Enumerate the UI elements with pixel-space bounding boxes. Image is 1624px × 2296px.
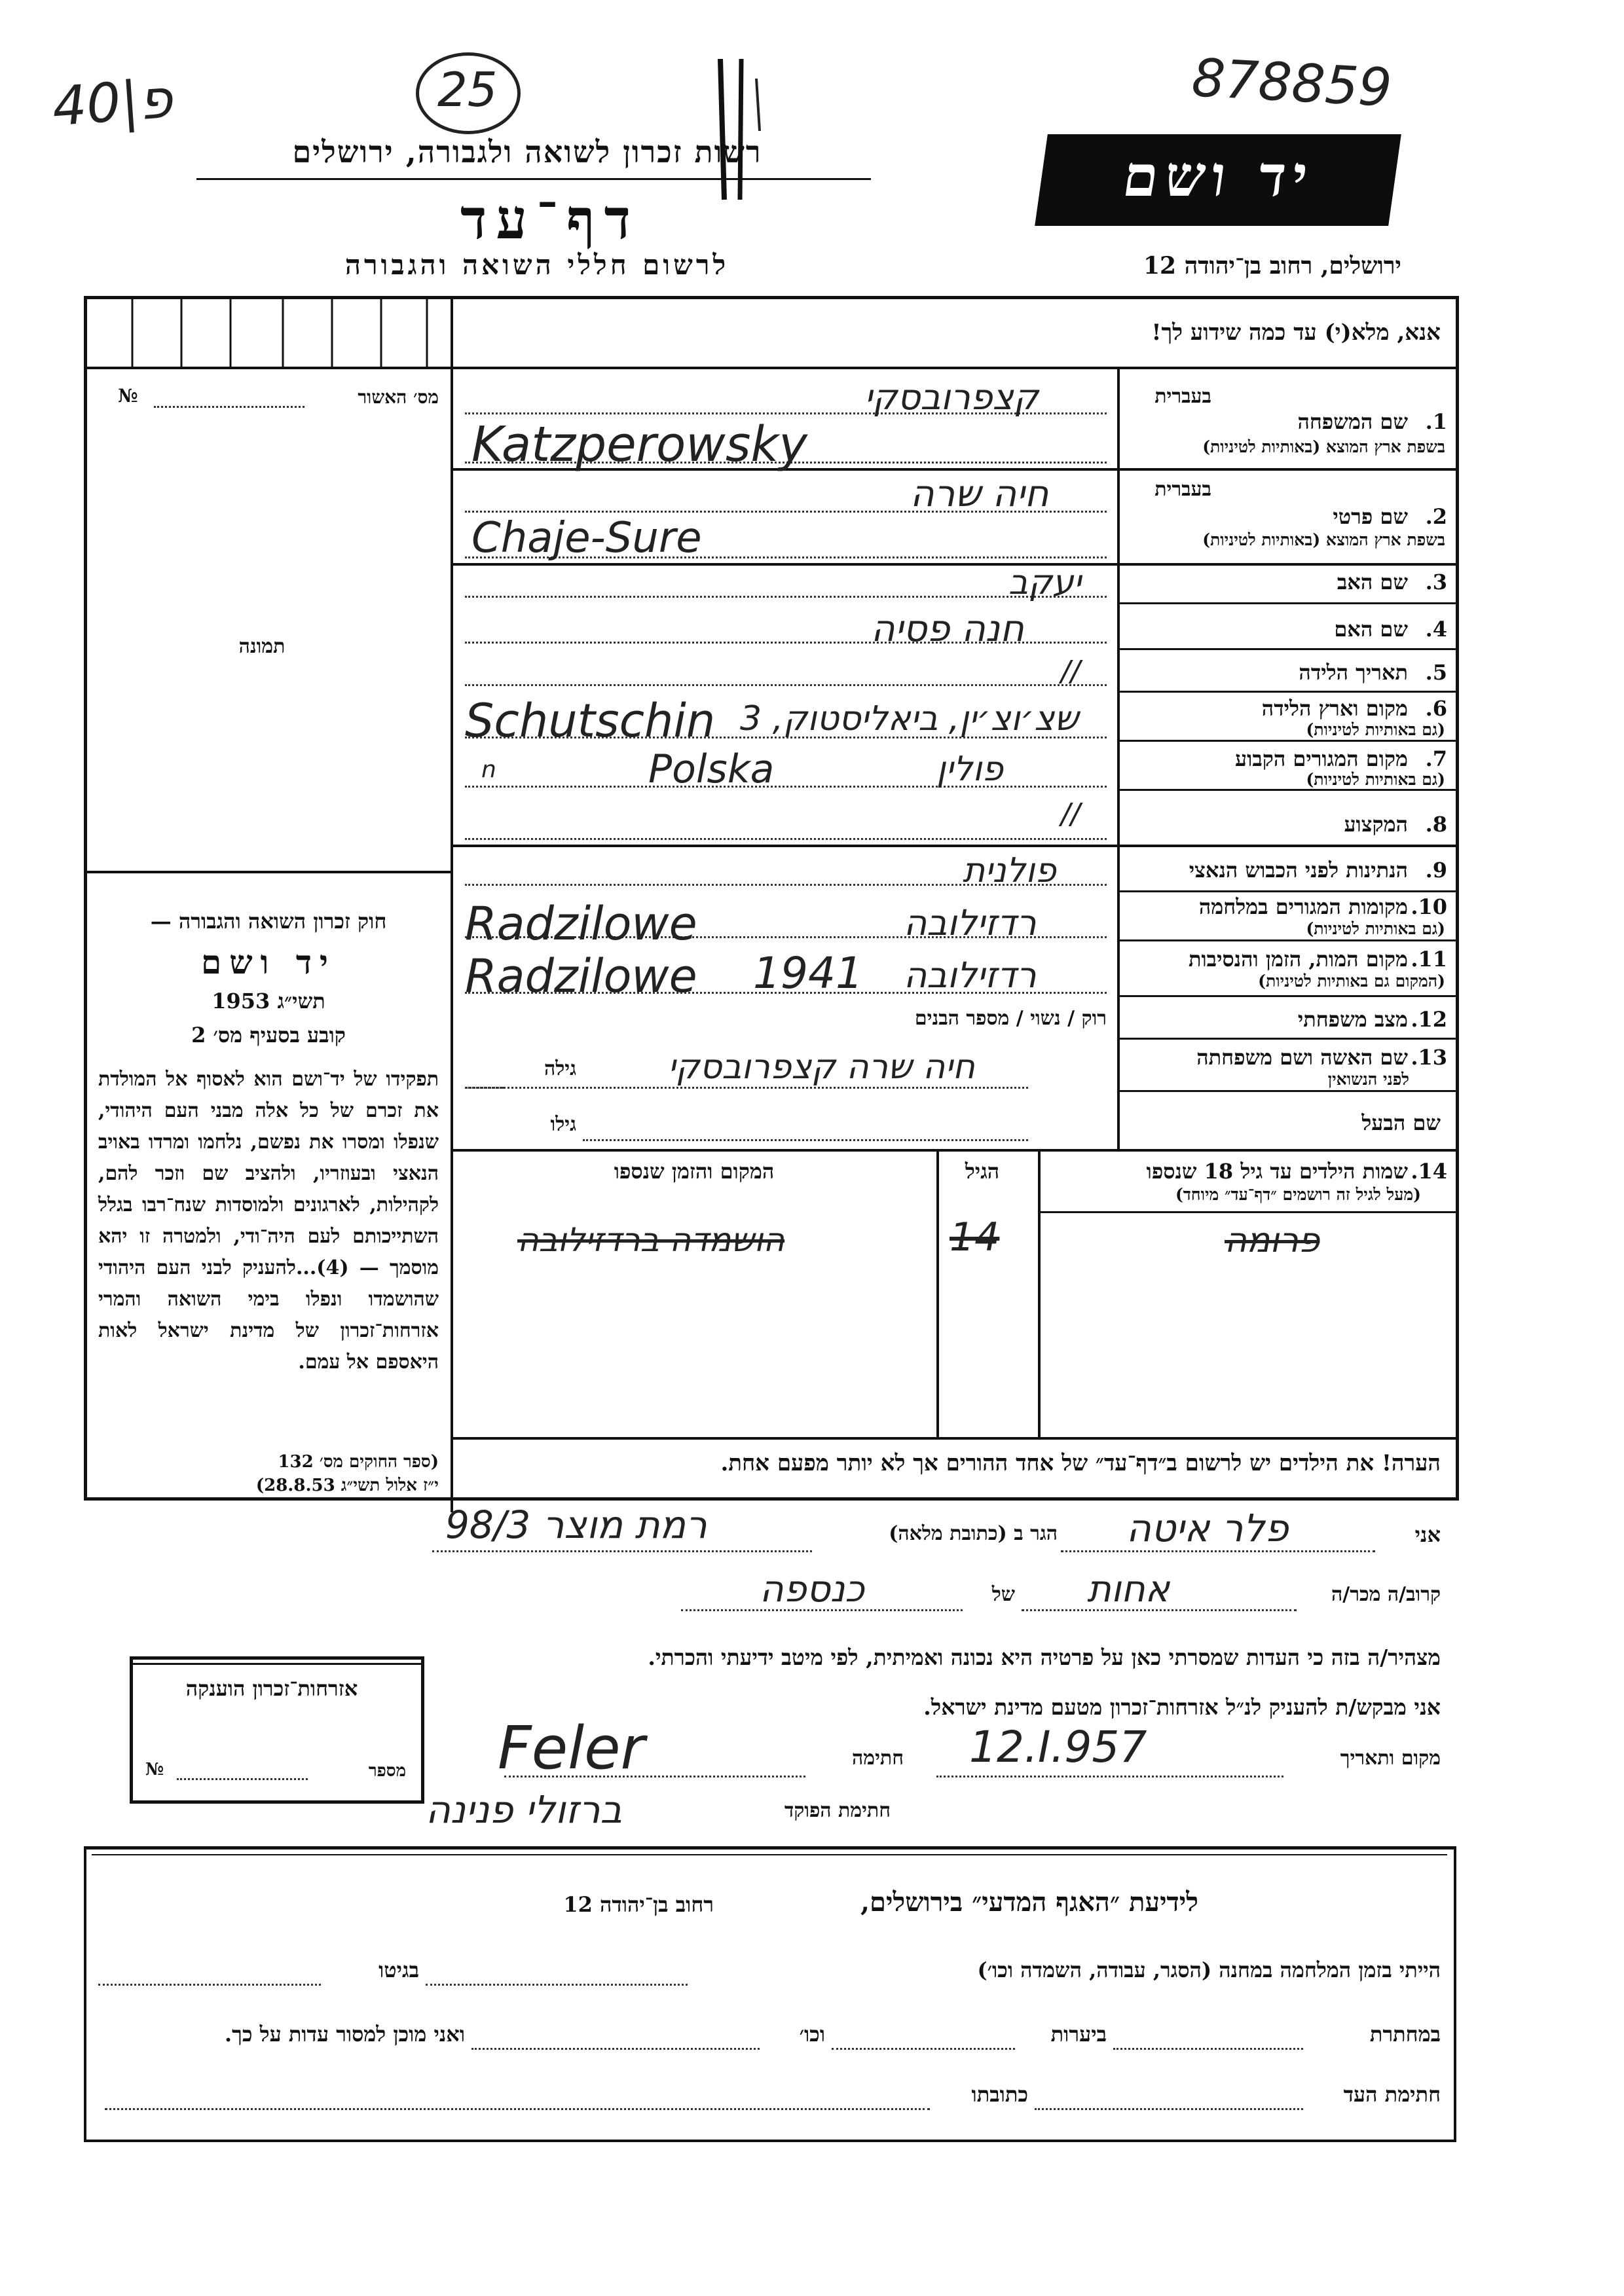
org-name: רשות זכרון לשואה ולגבורה, ירושלים <box>292 134 762 170</box>
circled-number: 25 <box>416 52 521 134</box>
row5-label: תאריך הלידה <box>1299 660 1408 685</box>
witness-signature-field[interactable] <box>1035 2108 1303 2110</box>
marital-status-options: רוק / נשוי / מספר הבנים <box>914 1007 1107 1030</box>
scratch-marks <box>694 59 773 203</box>
footer-camp-line: הייתי בזמן המלחמה במחנה (הסגר, עבודה, השמדה וכו׳) <box>977 1958 1441 1982</box>
row13-num: 13. <box>1411 1045 1447 1070</box>
photo-label: תמונה <box>238 635 286 658</box>
of-value: כנספה <box>760 1568 864 1611</box>
approval-number-field[interactable] <box>154 406 304 408</box>
place-date-label: מקום ותאריך <box>1340 1747 1441 1770</box>
row10-num: 10. <box>1411 894 1447 919</box>
ghetto-field[interactable] <box>98 1984 321 1986</box>
birthdate-value: // <box>1061 655 1080 688</box>
wife-age-label: גילה <box>544 1057 576 1080</box>
row6-num: 6. <box>1425 696 1447 721</box>
resident-label: הגר ב (כתובת מלאה) <box>889 1522 1058 1545</box>
intro-divider <box>452 367 1456 369</box>
death-place-latin: Radzilowe <box>465 949 697 1003</box>
row6-label: מקום וארץ הלידה <box>1261 696 1408 721</box>
law-name: יד ושם <box>201 943 336 981</box>
row5-num: 5. <box>1425 660 1447 685</box>
in-hebrew-label-1: בעברית <box>1154 385 1211 408</box>
profession-value: // <box>1061 797 1080 831</box>
in-hebrew-label-2: בעברית <box>1154 478 1211 501</box>
row4-num: 4. <box>1425 617 1447 642</box>
form-intro: אנא, מלא(י) עד כמה שידוע לך! <box>1151 319 1441 346</box>
row-line-6 <box>1117 740 1456 742</box>
children-num: 14. <box>1411 1159 1447 1184</box>
field-line-wife[interactable] <box>465 1087 1028 1089</box>
children-label: שמות הילדים עד גיל 18 שנספו <box>1146 1159 1408 1184</box>
mother-name: חנה פסיה <box>871 608 1024 650</box>
row3-label: שם האב <box>1337 570 1408 594</box>
declaration-request: אני מבקש/ת להעניק לנ״ל אזרחות־זכרון מטעם מדינת ישראל. <box>923 1694 1441 1720</box>
row-line-14 <box>1117 1090 1456 1092</box>
declarant-name: פלר איטה <box>1126 1506 1289 1550</box>
residence-latin: Polska <box>648 746 775 792</box>
war-residence-value: רדזילובה <box>904 902 1037 943</box>
row9-num: 9. <box>1425 858 1447 883</box>
footer-heading: לידיעת ״האגף המדעי״ בירושלים, <box>860 1887 1198 1918</box>
wife-age-field[interactable] <box>465 1087 504 1089</box>
form-subtitle: לרשום חללי השואה והגבורה <box>344 249 729 281</box>
row-line-5 <box>1117 691 1456 693</box>
row-line-13 <box>1117 1038 1456 1040</box>
law-source-date: י״ז אלול תשי״ג 28.8.53) <box>255 1476 439 1495</box>
husband-age-label: גילו <box>550 1113 576 1136</box>
underground-field[interactable] <box>1113 2048 1303 2050</box>
forests-label: ביערות <box>1050 2022 1107 2047</box>
declarant-signature: Feler <box>498 1714 645 1783</box>
death-year: 1941 <box>753 948 863 998</box>
declarant-address: רמת מוצר 98/3 <box>445 1503 707 1547</box>
corner-note: 40|פ <box>50 67 175 139</box>
ghetto-label: בגיטו <box>378 1958 419 1982</box>
etc-label: וכו׳ <box>799 2022 825 2047</box>
witness-address-label: כתובתו <box>971 2082 1028 2107</box>
row6-sub: (גם באותיות לטיניות) <box>1306 720 1445 739</box>
row-line-10 <box>1117 890 1456 892</box>
ready-label: ואני מוכן למסור עדות על כך. <box>224 2022 465 2047</box>
footer-right-border <box>1454 1846 1456 2141</box>
row-line-9 <box>452 845 1456 847</box>
officer-signature: ברזולי פנינה <box>426 1787 623 1832</box>
label-column-divider <box>1117 367 1120 1149</box>
date-field[interactable] <box>936 1776 1283 1777</box>
footer-bottom-line <box>84 2140 1456 2142</box>
row1-sub: בשפת ארץ המוצא (באותיות לטיניות) <box>1202 437 1445 456</box>
witness-address-field[interactable] <box>105 2108 930 2110</box>
row11-num: 11. <box>1411 947 1447 972</box>
death-place-value: רדזילובה <box>904 955 1037 996</box>
row-line-4 <box>1117 648 1456 650</box>
approval-strip <box>86 298 451 369</box>
row7-sub: (גם באותיות לטיניות) <box>1306 770 1445 789</box>
citizenship-no-symbol: № <box>145 1760 164 1779</box>
of-label: של <box>991 1583 1015 1606</box>
children-col-divider-2 <box>1038 1149 1041 1437</box>
row3-num: 3. <box>1425 570 1447 594</box>
declarant-name-field[interactable] <box>1061 1550 1375 1552</box>
children-header-line <box>1038 1211 1456 1213</box>
row7-num: 7. <box>1425 746 1447 771</box>
row2-num: 2. <box>1425 504 1447 529</box>
approval-no-symbol: № <box>118 385 138 407</box>
etc-field[interactable] <box>471 2048 760 2050</box>
row8-label: המקצוע <box>1344 812 1408 837</box>
left-panel-divider <box>86 871 451 873</box>
wife-name-value: חיה שרה קצפרובסקי <box>668 1048 975 1087</box>
firstname-latin: Chaje-Sure <box>471 514 702 562</box>
row13-label: שם האשה ושם משפחתה <box>1196 1045 1408 1070</box>
form-title: דף־עד <box>460 187 640 251</box>
header-address: ירושלים, רחוב בן־יהודה 12 <box>1143 252 1401 280</box>
footer-top-line <box>84 1846 1456 1850</box>
row-line-12 <box>1117 995 1456 997</box>
witness-signature-label: חתימת העד <box>1343 2082 1441 2107</box>
field-line-birthdate[interactable] <box>465 684 1107 686</box>
surname-latin: Katzperowsky <box>471 416 808 473</box>
declaration-i-label: אני <box>1414 1522 1441 1547</box>
row2-label: שם פרטי <box>1333 504 1408 529</box>
law-title: חוק זכרון השואה והגבורה — <box>150 909 387 934</box>
signature-label: חתימה <box>852 1747 904 1770</box>
row-line-15 <box>452 1149 1456 1152</box>
citizenship-title: אזרחות־זכרון הוענקה <box>185 1676 358 1701</box>
org-underline <box>196 178 871 180</box>
footer-left-border <box>84 1846 86 2141</box>
residence-value: פולין <box>936 750 1003 789</box>
row4-label: שם האם <box>1334 617 1408 642</box>
children-bottom-line <box>452 1437 1456 1440</box>
footer-top-line-inner <box>92 1854 1447 1855</box>
law-source: (ספר החוקים מס׳ 132 <box>278 1452 439 1472</box>
row-line-2 <box>452 563 1456 566</box>
field-line-profession[interactable] <box>465 838 1107 840</box>
relation-label: קרוב/ה מכר/ה <box>1331 1583 1441 1606</box>
child-place: הושמדה ברדזילובה <box>517 1221 785 1259</box>
children-note: הערה! את הילדים יש לרשום ב״דף־עד״ של אחד ההורים אך לא יותר מפעם אחת. <box>720 1450 1441 1476</box>
row1-num: 1. <box>1425 409 1447 434</box>
row2-sub: בשפת ארץ המוצא (באותיות לטיניות) <box>1202 530 1445 549</box>
war-residence-latin: Radzilowe <box>465 897 697 951</box>
row10-sub: (גם באותיות לטיניות) <box>1306 919 1445 938</box>
residence-extra: n <box>481 756 496 783</box>
row13-sub: לפני הנשואין <box>1327 1070 1409 1089</box>
child-age: 14 <box>950 1214 1000 1260</box>
relation-value: אחות <box>1087 1568 1170 1611</box>
firstname-hebrew: חיה שרה <box>910 473 1049 515</box>
declaration-date: 12.I.957 <box>969 1722 1147 1772</box>
yad-vashem-logo: יד ושם <box>1035 134 1401 226</box>
row1-label: שם המשפחה <box>1297 409 1408 434</box>
birthplace-value: שצ׳וצ׳ין, ביאליסטוק, 3 <box>740 699 1079 738</box>
law-text: תפקידו של יד־ושם הוא לאסוף אל המולדת את זכרם של כל אלה מבני העם היהודי, שנפלו ומסרו את נפשם, נלחמו ומרדו באויב הנאצי ובעוזריו, ולהציב שם וזכר להם, לקהילות, לארגונים ולמוסדות שנח־רבו בגלל השתייכותם לעם היה־ודי, ולמטרה זו יהא מוסמך — (4)...להעניק לבני העם היהודי שהושמדו ונפלו בימי השואה והמרי אזרחות־זכרון של מדינת ישראל לאות היאספם אל עמם. <box>98 1068 439 1374</box>
row9-label: הנתינות לפני הכבוש הנאצי <box>1189 858 1408 883</box>
husband-label: שם הבעל <box>1361 1110 1441 1135</box>
citizenship-number-label: מספר <box>368 1761 406 1781</box>
children-age-header: הגיל <box>965 1159 1000 1184</box>
citizenship-box-line <box>133 1663 421 1665</box>
serial-number: 878859 <box>1190 47 1393 118</box>
row7-label: מקום המגורים הקבוע <box>1235 746 1408 771</box>
row10-label: מקומות המגורים במלחמה <box>1198 894 1408 919</box>
children-col-divider-1 <box>936 1149 939 1437</box>
officer-signature-label: חתימת הפוקד <box>784 1799 891 1822</box>
law-section: קובע בסעיף מס׳ 2 <box>191 1023 346 1048</box>
left-column-divider <box>451 298 453 1512</box>
law-year: תשי״ג 1953 <box>212 989 325 1013</box>
camp-field[interactable] <box>426 1984 688 1986</box>
declaration-statement: מצהיר/ה בזה כי העדות שמסרתי כאן על פרטיה היא נכונה ואמיתית, לפי מיטב ידיעתי והכרתי. <box>648 1645 1441 1670</box>
address-field[interactable] <box>432 1550 812 1552</box>
row-line-3 <box>1117 602 1456 604</box>
field-line-husband[interactable] <box>583 1139 1028 1141</box>
footer-address: רחוב בן־יהודה 12 <box>563 1892 714 1917</box>
row11-sub: (המקום גם באותיות לטיניות) <box>1258 972 1445 991</box>
father-name: יעקב <box>1008 563 1082 602</box>
approval-number-label: מס׳ האשור <box>358 386 439 408</box>
row8-num: 8. <box>1425 812 1447 837</box>
row12-label: מצב משפחתי <box>1297 1007 1408 1032</box>
row12-num: 12. <box>1411 1007 1447 1032</box>
row-line-11 <box>1117 939 1456 941</box>
nationality-value: פולנית <box>963 851 1056 890</box>
row11-label: מקום המות, הזמן והנסיבות <box>1188 947 1408 972</box>
field-line-residence[interactable] <box>465 786 1107 788</box>
children-sub: (מעל לגיל זה רושמים ״דף־עד״ מיוחד) <box>1175 1185 1421 1204</box>
children-place-header: המקום והזמן שנספו <box>614 1159 775 1184</box>
child-name: פרומה <box>1225 1221 1320 1260</box>
underground-label: במחתרת <box>1369 2022 1441 2047</box>
birthplace-latin: Schutschin <box>465 694 716 748</box>
forests-field[interactable] <box>832 2048 1015 2050</box>
citizenship-number-field[interactable] <box>177 1778 308 1780</box>
surname-hebrew: קצפרובסקי <box>864 376 1039 418</box>
